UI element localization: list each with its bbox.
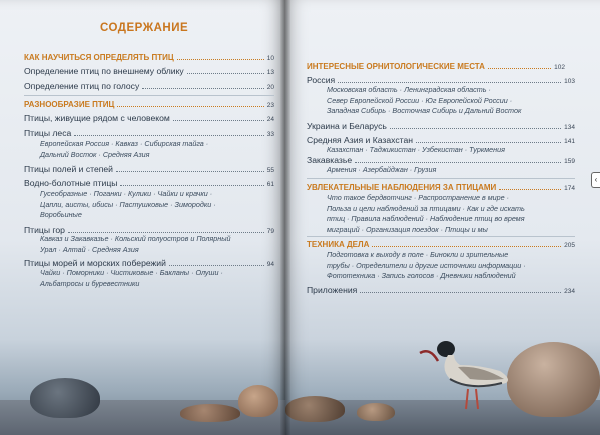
toc-subtopics: Чайки · Поморники · Чистиковые · Бакланы · Олуши · Альбатросы и буревестники [40,268,223,288]
chevron-left-icon[interactable]: ‹ [591,172,600,188]
left-page [0,0,285,435]
toc-entry[interactable]: Приложения 234 [307,285,575,295]
toc-entry[interactable]: Птицы полей и степей 55 [24,164,274,174]
toc-entry[interactable]: Птицы, живущие рядом с человеком 24 [24,113,274,123]
divider [307,178,575,179]
toc-subtopics: Московская область · Ленинградская область · Север Европейской России · Юг Европейской России · Западная Сибирь · Восточная Сибирь и Дальний Восток [327,85,522,115]
toc-entry[interactable]: Птицы гор 79 [24,225,274,235]
toc-section[interactable]: ИНТЕРЕСНЫЕ ОРНИТОЛОГИЧЕСКИЕ МЕСТА 102 [307,62,565,71]
toc-section[interactable]: РАЗНООБРАЗИЕ ПТИЦ 23 [24,100,274,109]
toc-subtopics: Казахстан · Таджикистан · Узбекистан · Туркмения [327,145,505,154]
toc-section[interactable]: УВЛЕКАТЕЛЬНЫЕ НАБЛЮДЕНИЯ ЗА ПТИЦАМИ 174 [307,183,575,192]
rock-image [357,403,395,421]
toc-entry[interactable]: Россия 103 [307,75,575,85]
toc-entry[interactable]: Закавказье 159 [307,155,575,165]
toc-entry[interactable]: Водно-болотные птицы 61 [24,178,274,188]
toc-subtopics: Кавказ и Закавказье · Кольский полуостров и Полярный Урал · Алтай · Средняя Азия [40,234,231,254]
toc-entry[interactable]: Птицы леса 33 [24,128,274,138]
toc-entry[interactable]: Средняя Азия и Казахстан 141 [307,135,575,145]
toc-subtopics: Гусеобразные · Поганки · Кулики · Чайки и крачки · Цапли, аисты, ибисы · Пастушковые · Зимородки · Воробьиные [40,189,216,219]
toc-entry[interactable]: Птицы морей и морских побережий 94 [24,258,274,268]
divider [307,236,575,237]
toc-section[interactable]: КАК НАУЧИТЬСЯ ОПРЕДЕЛЯТЬ ПТИЦ 10 [24,53,274,62]
toc-title: СОДЕРЖАНИЕ [100,22,189,34]
toc-subtopics: Европейская Россия · Кавказ · Сибирская тайга · Дальний Восток · Средняя Азия [40,139,209,159]
toc-subtopics: Что такое бердвотчинг · Распространение в мире · Польза и цели наблюдений за птицами · Как и где искать птиц · Правила наблюдений · Наблюдение птиц во время миграций · Организация поездок · Птицы и мы [327,193,525,234]
toc-section[interactable]: ТЕХНИКА ДЕЛА 205 [307,240,575,249]
rock-image [238,385,278,417]
rock-image [180,404,240,422]
right-page [285,0,600,435]
book-gutter [280,0,290,435]
toc-subtopics: Армения · Азербайджан · Грузия [327,165,437,174]
ibisbill-bird-icon [410,335,530,415]
rock-image [285,396,345,422]
rock-image [30,378,100,418]
toc-entry[interactable]: Определение птиц по голосу 20 [24,81,274,91]
toc-entry[interactable]: Определение птиц по внешнему облику 13 [24,66,274,76]
toc-entry[interactable]: Украина и Беларусь 134 [307,121,575,131]
divider [24,95,274,96]
toc-subtopics: Подготовка к выходу в поле · Бинокли и зрительные трубы · Определители и другие источники информации · Фототехника · Запись голосов · Дневники наблюдений [327,250,526,280]
